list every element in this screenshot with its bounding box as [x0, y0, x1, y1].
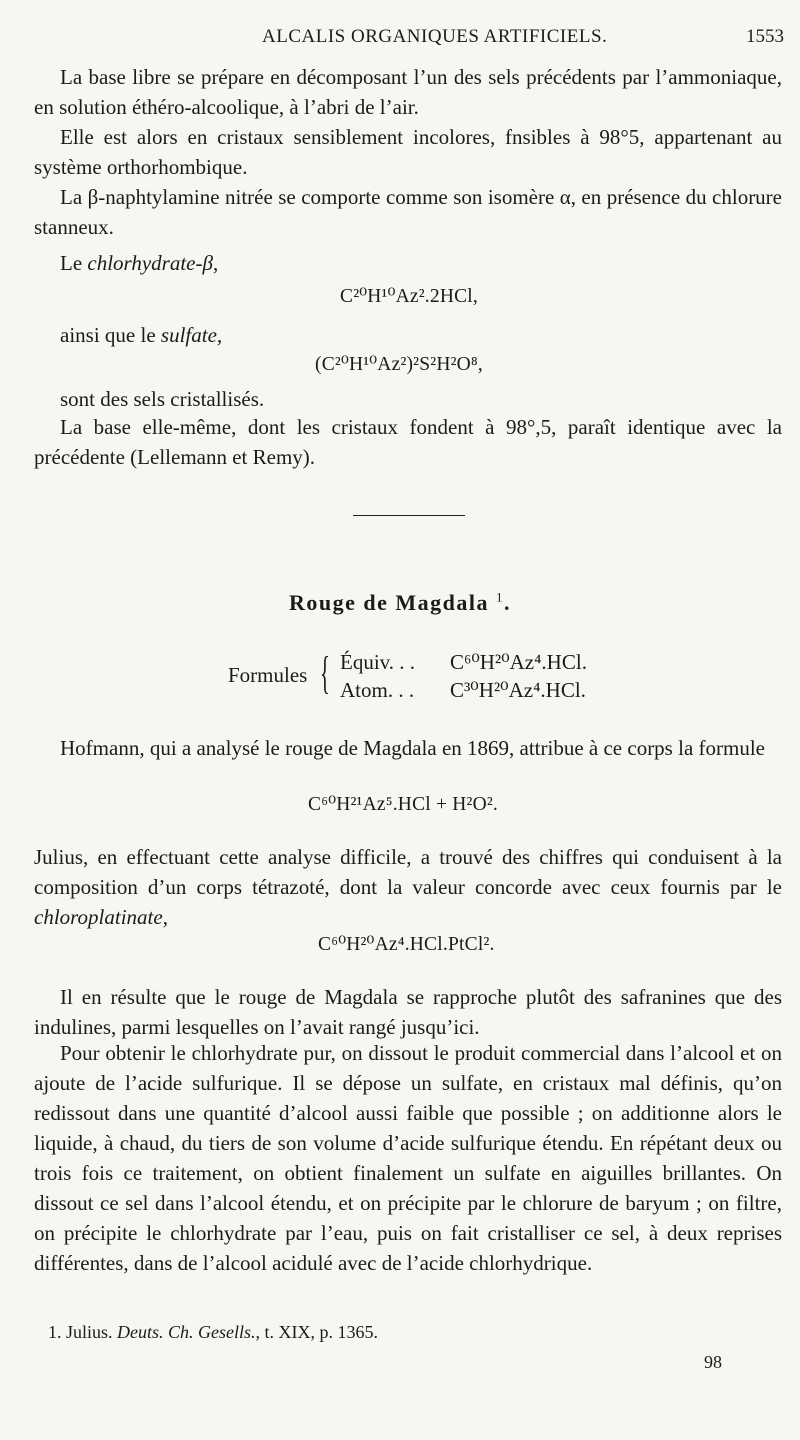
formula-row-equiv: Équiv. . . C⁶⁰H²⁰Az⁴.HCl.	[340, 650, 587, 674]
term-sulfate: sulfate	[160, 323, 217, 347]
section-divider	[353, 515, 465, 516]
formula-hofmann: C⁶⁰H²¹Az⁵.HCl + H²O².	[308, 794, 498, 815]
paragraph-chlorhydrate: Le chlorhydrate-β,	[60, 251, 219, 275]
paragraph-result: Il en résulte que le rouge de Magdala se rapproche plutôt des safranines que des indulines, parmi lesquelles on l’avait rangé jusqu’ici.	[34, 985, 782, 1039]
paragraph-base-itself: La base elle-même, dont les cristaux fondent à 98°,5, paraît identique avec la précédente (Lellemann et Remy).	[34, 415, 782, 469]
formula-row-atom: Atom. . . C³⁰H²⁰Az⁴.HCl.	[340, 678, 586, 702]
footnote: 1. Julius. Deuts. Ch. Gesells., t. XIX, p. 1365.	[48, 1322, 379, 1342]
term-chlorhydrate: chlorhydrate-β	[87, 251, 213, 275]
paragraph-preparation: Pour obtenir le chlorhydrate pur, on dissout le produit commercial dans l’alcool et on ajoute de l’acide sulfurique. Il se dépose un sulfate, en cristaux mal définis, qu’on redissout dans une quantité d’alcool aussi faible que possible ; on additionne alors le liquide, à chaud, du tiers de son volume d’acide sulfurique étendu. En répétant deux ou trois fois ce traitement, on obtient finalement un sulfate en aiguilles brillantes. On dissout ce sel dans l’alcool étendu, et on précipite par le chlorure de baryum ; on filtre, on précipite le chlorhydrate par l’eau, puis on fait cristalliser ce sel, à deux reprises différentes, dans de l’alcool acidulé avec de l’acide chlorhydrique.	[34, 1041, 782, 1275]
formulae-label: Formules	[228, 663, 308, 687]
paragraph-free-base: La base libre se prépare en décomposant l’un des sels précédents par l’ammoniaque, en solution éthéro-alcoolique, à l’abri de l’air.	[34, 65, 782, 119]
signature-mark: 98	[704, 1352, 722, 1372]
formula-chloroplatinate: C⁶⁰H²⁰Az⁴.HCl.PtCl².	[318, 934, 495, 955]
formula-chlorhydrate: C²⁰H¹⁰Az².2HCl,	[340, 286, 479, 307]
section-title: Rouge de Magdala $^1$.	[289, 589, 511, 615]
paragraph-beta-naphtylamine: La β-naphtylamine nitrée se comporte comme son isomère α, en présence du chlorure stanneux.	[34, 185, 782, 239]
running-head: ALCALIS ORGANIQUES ARTIFICIELS.	[262, 26, 608, 47]
paragraph-sulfate: ainsi que le sulfate,	[60, 323, 223, 347]
footnote-ref[interactable]: 1	[496, 589, 504, 605]
formulae-block	[228, 648, 628, 708]
formula-sulfate: (C²⁰H¹⁰Az²)²S²H²O⁸,	[315, 354, 484, 375]
page-number: 1553	[746, 26, 784, 47]
paragraph-julius: Julius, en effectuant cette analyse difficile, a trouvé des chiffres qui conduisent à la composition d’un corps tétrazoté, dont la valeur concorde avec ceux fournis par le chloroplatinate,	[34, 845, 782, 929]
paragraph-crystals: Elle est alors en cristaux sensiblement incolores, fnsibles à 98°5, appartenant au système orthorhombique.	[34, 125, 782, 179]
paragraph-hofmann: Hofmann, qui a analysé le rouge de Magdala en 1869, attribue à ce corps la formule	[60, 736, 765, 760]
paragraph-crystallized: sont des sels cristallisés.	[60, 387, 265, 411]
brace-icon: {	[320, 647, 330, 698]
footnote-journal: Deuts. Ch. Gesells.	[117, 1322, 256, 1342]
page-header	[0, 26, 800, 50]
term-chloroplatinate: chloroplatinate	[34, 905, 163, 929]
